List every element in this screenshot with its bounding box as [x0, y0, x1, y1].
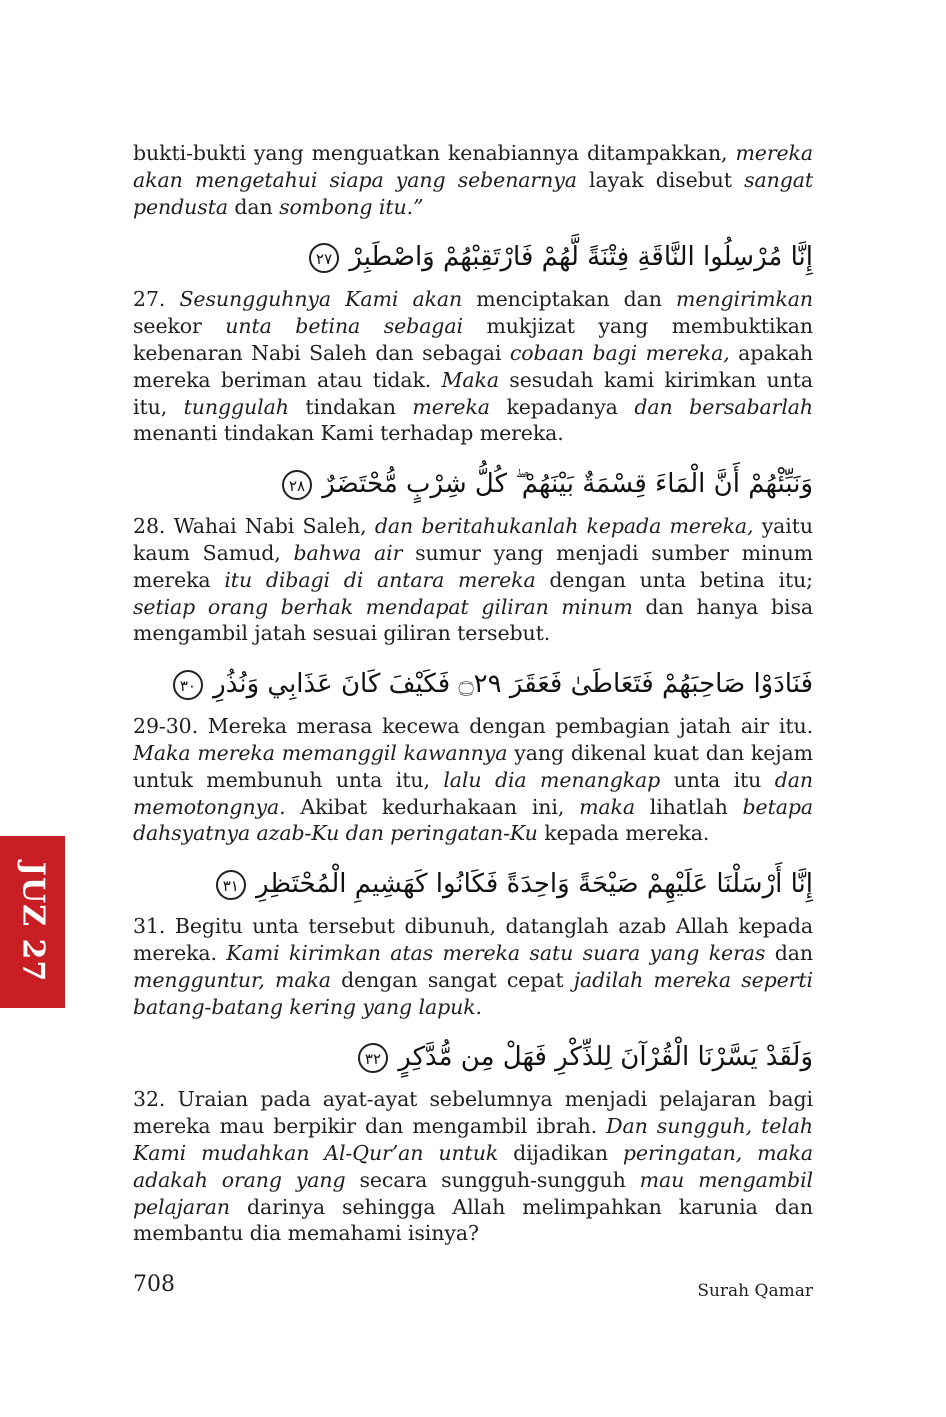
verses-list [133, 238, 813, 1247]
text-segment: dan hanya bisa mengambil jatah sesuai giliran tersebut. [133, 594, 813, 646]
arabic-verse [133, 465, 813, 503]
italic-segment: mereka akan mengetahui siapa yang sebenarnya [133, 141, 813, 192]
arabic-text: إِنَّا أَرْسَلْنَا عَلَيْهِمْ صَيْحَةً وَاحِدَةً فَكَانُوا كَهَشِيمِ الْمُحْتَظِرِ [247, 869, 813, 900]
italic-segment: sombong itu.” [279, 194, 424, 219]
ayah-number-icon: ٣٠ [173, 670, 203, 700]
arabic-verse [133, 865, 813, 903]
arabic-text: فَنَادَوْا صَاحِبَهُمْ فَتَعَاطَىٰ فَعَقَرَ ۝٢٩ فَكَيْفَ كَانَ عَذَابِي وَنُذُرِ [204, 669, 813, 700]
ayah-number-icon: ٢٨ [282, 470, 312, 500]
italic-segment: dan memotongnya. [133, 767, 813, 819]
italic-segment: sangat pendusta [133, 167, 814, 219]
arabic-text: وَنَبِّئْهُمْ أَنَّ الْمَاءَ قِسْمَةٌ بَيْنَهُمْ ۖ كُلُّ شِرْبٍ مُّحْتَضَرٌ [314, 469, 813, 500]
italic-segment: Sesungguhnya Kami akan [179, 287, 463, 312]
italic-segment: mengirimkan [676, 287, 814, 312]
surah-name: Surah Qamar [697, 1281, 813, 1301]
italic-segment: mengguntur, maka [133, 967, 331, 992]
text-segment: 31. Begitu unta tersebut dibunuh, datanglah azab Allah kepada mereka. [133, 914, 813, 965]
italic-segment: Maka mereka memanggil kawannya [133, 740, 508, 765]
text-segment: dengan sangat cepat [330, 967, 574, 992]
text-segment: layak disebut [576, 167, 745, 192]
italic-segment: cobaan bagi mereka, [509, 340, 730, 365]
text-segment: dan [765, 940, 813, 965]
text-segment: mukjizat yang membuktikan kebenaran Nabi Saleh dan sebagai [133, 314, 814, 365]
text-segment: darinya sehingga Allah melimpahkan karunia dan membantu dia memahami isinya? [133, 1194, 813, 1246]
italic-segment: Kami kirimkan atas mereka satu suara yang keras [226, 940, 766, 965]
italic-segment: Maka [441, 367, 499, 392]
arabic-text: وَلَقَدْ يَسَّرْنَا الْقُرْآنَ لِلذِّكْرِ فَهَلْ مِن مُّدَّكِرٍ [389, 1042, 813, 1073]
arabic-verse [133, 238, 813, 276]
translation-paragraph [133, 1086, 813, 1247]
ayah-number-icon: ٣٢ [358, 1043, 388, 1073]
text-segment: bukti-bukti yang menguatkan kenabiannya ditampakkan, [133, 141, 736, 165]
text-segment: dan [227, 194, 280, 219]
italic-segment: itu dibagi di antara mereka [224, 567, 536, 592]
text-segment: 32. Uraian pada ayat-ayat sebelumnya menjadi pelajaran bagi mereka mau berpikir dan mengambil ibrah. [133, 1087, 813, 1139]
ayah-number-icon: ٢٧ [309, 243, 339, 273]
italic-segment: mau mengambil pelajaran [133, 1167, 813, 1219]
intro-paragraph [133, 140, 813, 220]
text-segment: 29-30. Mereka merasa kecewa dengan pembagian jatah air itu. [133, 714, 813, 739]
text-segment: kepada mereka. [537, 821, 710, 846]
italic-segment: Dan sungguh, telah Kami mudahkan Al-Qur’an untuk [133, 1114, 814, 1165]
italic-segment: maka [579, 794, 635, 819]
text-segment: 27. [133, 287, 180, 312]
translation-paragraph [133, 713, 813, 847]
text-segment: dengan unta betina itu; [535, 567, 813, 592]
text-segment: Akibat kedurhakaan ini, [285, 794, 580, 819]
arabic-text: إِنَّا مُرْسِلُوا النَّاقَةِ فِتْنَةً لَّهُمْ فَارْتَقِبْهُمْ وَاصْطَبِرْ [341, 242, 813, 273]
text-segment: secara sungguh-sungguh [345, 1167, 640, 1192]
text-segment: kepadanya [489, 394, 635, 419]
text-segment: sesudah kami kirimkan unta itu, [133, 367, 813, 419]
text-segment: seekor [133, 314, 226, 339]
page-content [133, 140, 813, 1247]
text-segment: menanti tindakan Kami terhadap mereka. [133, 421, 564, 446]
text-segment: sumur yang menjadi sumber minum mereka [133, 540, 814, 592]
text-segment: apakah mereka beriman atau tidak. [133, 340, 813, 392]
text-segment: dijadikan [498, 1140, 623, 1165]
italic-segment: dan beritahukanlah kepada mereka, [374, 514, 754, 539]
translation-paragraph [133, 513, 813, 647]
text-segment: lihatlah [634, 794, 743, 819]
italic-segment: bahwa air [293, 540, 403, 565]
arabic-verse [133, 665, 813, 703]
italic-segment: setiap orang berhak mendapat giliran minum [133, 594, 633, 619]
text-segment: unta itu [660, 767, 775, 792]
text-segment: tindakan [288, 394, 413, 419]
text-segment: 28. Wahai Nabi Saleh, [133, 514, 375, 539]
text-segment: menciptakan dan [462, 287, 677, 312]
italic-segment: tunggulah [183, 394, 289, 419]
italic-segment: lalu dia menangkap [443, 767, 661, 792]
text-segment: yaitu kaum Samud, [133, 514, 814, 565]
text-segment: yang dikenal kuat dan kejam untuk membunuh unta itu, [133, 740, 813, 792]
juz-tab [0, 836, 65, 1008]
ayah-number-icon: ٣١ [216, 870, 246, 900]
italic-segment: jadilah mereka seperti batang-batang kering yang lapuk. [133, 967, 814, 1019]
juz-label: JUZ 27 [15, 861, 50, 983]
arabic-verse [133, 1038, 813, 1076]
italic-segment: betapa dahsyatnya azab-Ku dan peringatan-Ku [133, 794, 813, 846]
italic-segment: unta betina sebagai [225, 314, 463, 339]
italic-segment: mereka [412, 394, 490, 419]
italic-segment: peringatan, maka adakah orang yang [133, 1140, 813, 1192]
page-number: 708 [133, 1272, 175, 1297]
translation-paragraph [133, 913, 813, 1020]
translation-paragraph [133, 286, 813, 447]
italic-segment: dan bersabarlah [634, 394, 813, 419]
